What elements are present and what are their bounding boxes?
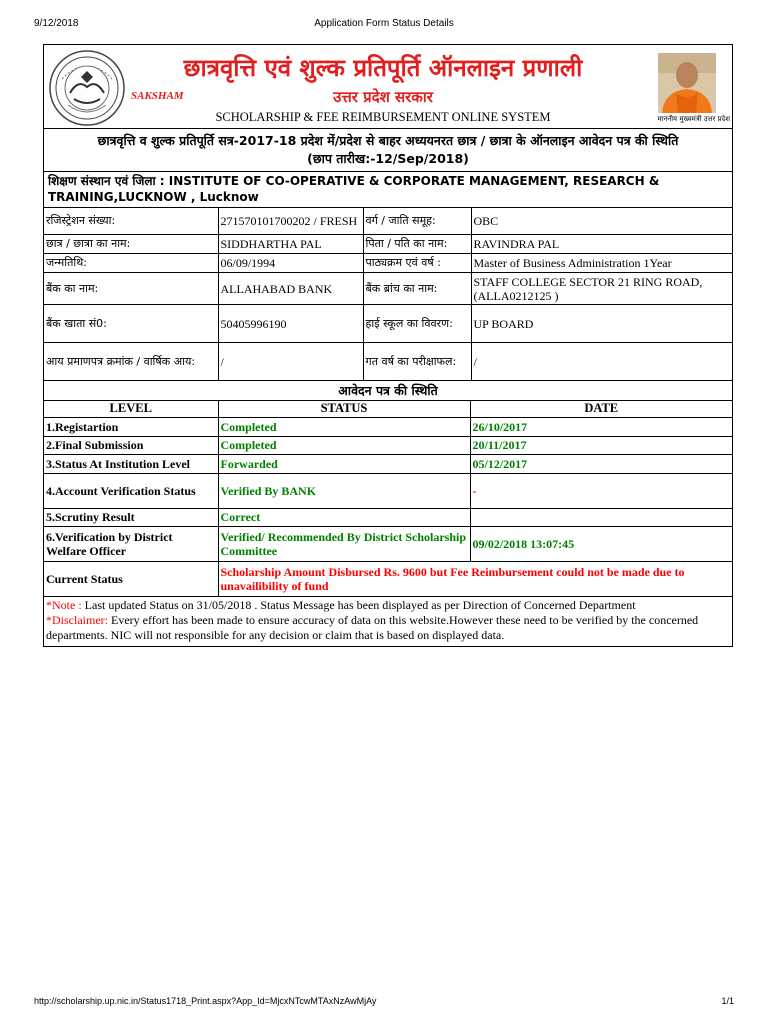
info-row xyxy=(44,273,732,305)
print-date: 9/12/2018 xyxy=(34,18,79,29)
info-label: जन्मतिथि: xyxy=(44,254,218,273)
bank-branch: STAFF COLLEGE SECTOR 21 RING ROAD, (ALLA0212125 ) xyxy=(471,273,732,305)
level-column-header: LEVEL xyxy=(44,400,218,417)
hindi-portal-title: छात्रवृत्ति एवं शुल्क प्रतिपूर्ति ऑनलाइन प्रणाली xyxy=(183,54,583,82)
status-heading-row xyxy=(44,381,732,400)
application-status-table xyxy=(44,381,732,597)
current-status-label: Current Status xyxy=(44,561,218,596)
info-label: रजिस्ट्रेशन संख्या: xyxy=(44,208,218,235)
disclaimer-text: Every effort has been made to ensure accuracy of data on this website.However these need to be verified by the concerned departments. NIC will not responsible for any decision or claim that is based on displayed data. xyxy=(46,612,699,642)
status-cell: Verified By BANK xyxy=(218,473,470,508)
institution-value: INSTITUTE OF CO-OPERATIVE & CORPORATE MANAGEMENT, RESEARCH & TRAINING,LUCKNOW , Lucknow xyxy=(48,174,660,204)
up-seal-logo xyxy=(48,49,126,127)
status-heading: आवेदन पत्र की स्थिति xyxy=(44,381,732,400)
date-column-header: DATE xyxy=(470,400,732,417)
page-number: 1/1 xyxy=(721,996,734,1006)
info-label: गत वर्ष का परीक्षाफल: xyxy=(363,343,471,381)
disclaimer-line xyxy=(46,613,730,643)
info-label: बैंक खाता सं0: xyxy=(44,305,218,343)
high-school-board: UP BOARD xyxy=(471,305,732,343)
info-row xyxy=(44,235,732,254)
note-label: *Note : xyxy=(46,597,82,612)
status-cell: Correct xyxy=(218,508,470,526)
info-label: वर्ग / जाति समूह: xyxy=(363,208,471,235)
info-label: बैंक का नाम: xyxy=(44,273,218,305)
course-value: Master of Business Administration 1Year xyxy=(471,254,732,273)
status-cell: Completed xyxy=(218,417,470,436)
level-cell: 6.Verification by District Welfare Officer xyxy=(44,526,218,561)
info-label: आय प्रमाणपत्र क्रमांक / वार्षिक आय: xyxy=(44,343,218,381)
date-cell: 05/12/2017 xyxy=(470,454,732,473)
info-label: पाठ्यक्रम एवं वर्ष : xyxy=(363,254,471,273)
category-value: OBC xyxy=(471,208,732,235)
disclaimer-label: *Disclaimer: xyxy=(46,612,108,627)
registration-number: 271570101700202 / FRESH xyxy=(218,208,363,235)
bank-name: ALLAHABAD BANK xyxy=(218,273,363,305)
institution-row xyxy=(44,171,732,207)
photo-caption: माननीय मुख्यमंत्री उत्तर प्रदेश xyxy=(657,115,730,123)
session-title-cell xyxy=(44,129,732,171)
status-column-headers xyxy=(44,400,732,417)
date-cell: - xyxy=(470,473,732,508)
level-cell: 2.Final Submission xyxy=(44,436,218,454)
note-line xyxy=(46,598,730,613)
status-sheet xyxy=(43,44,733,647)
date-cell xyxy=(470,508,732,526)
portal-banner xyxy=(44,45,732,129)
info-row xyxy=(44,208,732,235)
print-date-stamp: (छाप तारीख:-12/Sep/2018) xyxy=(307,150,469,166)
level-cell: 1.Registartion xyxy=(44,417,218,436)
table-row xyxy=(44,454,732,473)
table-row xyxy=(44,526,732,561)
date-of-birth: 06/09/1994 xyxy=(218,254,363,273)
info-row xyxy=(44,343,732,381)
table-row xyxy=(44,508,732,526)
table-row xyxy=(44,417,732,436)
student-info-table xyxy=(44,208,732,382)
print-header xyxy=(34,18,734,32)
info-label: हाई स्कूल का विवरण: xyxy=(363,305,471,343)
student-name: SIDDHARTHA PAL xyxy=(218,235,363,254)
up-government-label: उत्तर प्रदेश सरकार xyxy=(333,88,433,106)
status-cell: Forwarded xyxy=(218,454,470,473)
table-row xyxy=(44,473,732,508)
session-row xyxy=(44,129,732,171)
current-status-message: Scholarship Amount Disbursed Rs. 9600 but Fee Reimbursement could not be made due to unavailibility of fund xyxy=(218,561,732,596)
info-row xyxy=(44,254,732,273)
info-label: छात्र / छात्रा का नाम: xyxy=(44,235,218,254)
info-label: बैंक ब्रांच का नाम: xyxy=(363,273,471,305)
bank-account-number: 50405996190 xyxy=(218,305,363,343)
info-label: पिता / पति का नाम: xyxy=(363,235,471,254)
income-certificate: / xyxy=(218,343,363,381)
date-cell: 09/02/2018 13:07:45 xyxy=(470,526,732,561)
date-cell: 20/11/2017 xyxy=(470,436,732,454)
chief-minister-photo xyxy=(658,53,716,113)
level-cell: 3.Status At Institution Level xyxy=(44,454,218,473)
table-row xyxy=(44,436,732,454)
current-status-row xyxy=(44,561,732,596)
session-table xyxy=(44,129,732,208)
previous-year-result: / xyxy=(471,343,732,381)
status-column-header: STATUS xyxy=(218,400,470,417)
session-title: छात्रवृत्ति व शुल्क प्रतिपूर्ति सत्र-2017-18 प्रदेश में/प्रदेश से बाहर अध्ययनरत छात्र / छात्रा के ऑनलाइन आवेदन पत्र की स्थिति xyxy=(97,132,679,148)
level-cell: 5.Scrutiny Result xyxy=(44,508,218,526)
date-cell: 26/10/2017 xyxy=(470,417,732,436)
institution-label: शिक्षण संस्थान एवं जिला : xyxy=(48,174,169,188)
note-text: Last updated Status on 31/05/2018 . Status Message has been displayed as per Direction of Concerned Department xyxy=(81,597,636,612)
level-cell: 4.Account Verification Status xyxy=(44,473,218,508)
print-title: Application Form Status Details xyxy=(314,18,454,29)
status-cell: Completed xyxy=(218,436,470,454)
english-portal-title: SCHOLARSHIP & FEE REIMBURSEMENT ONLINE SYSTEM xyxy=(215,110,551,124)
print-footer xyxy=(34,996,734,1010)
institution-cell xyxy=(44,171,732,207)
print-url: http://scholarship.up.nic.in/Status1718_Print.aspx?App_Id=MjcxNTcwMTAxNzAwMjAy xyxy=(34,996,377,1006)
saksham-label: SAKSHAM xyxy=(131,90,184,102)
father-name: RAVINDRA PAL xyxy=(471,235,732,254)
info-row xyxy=(44,305,732,343)
notes-section xyxy=(44,597,732,646)
status-cell: Verified/ Recommended By District Scholarship Committee xyxy=(218,526,470,561)
